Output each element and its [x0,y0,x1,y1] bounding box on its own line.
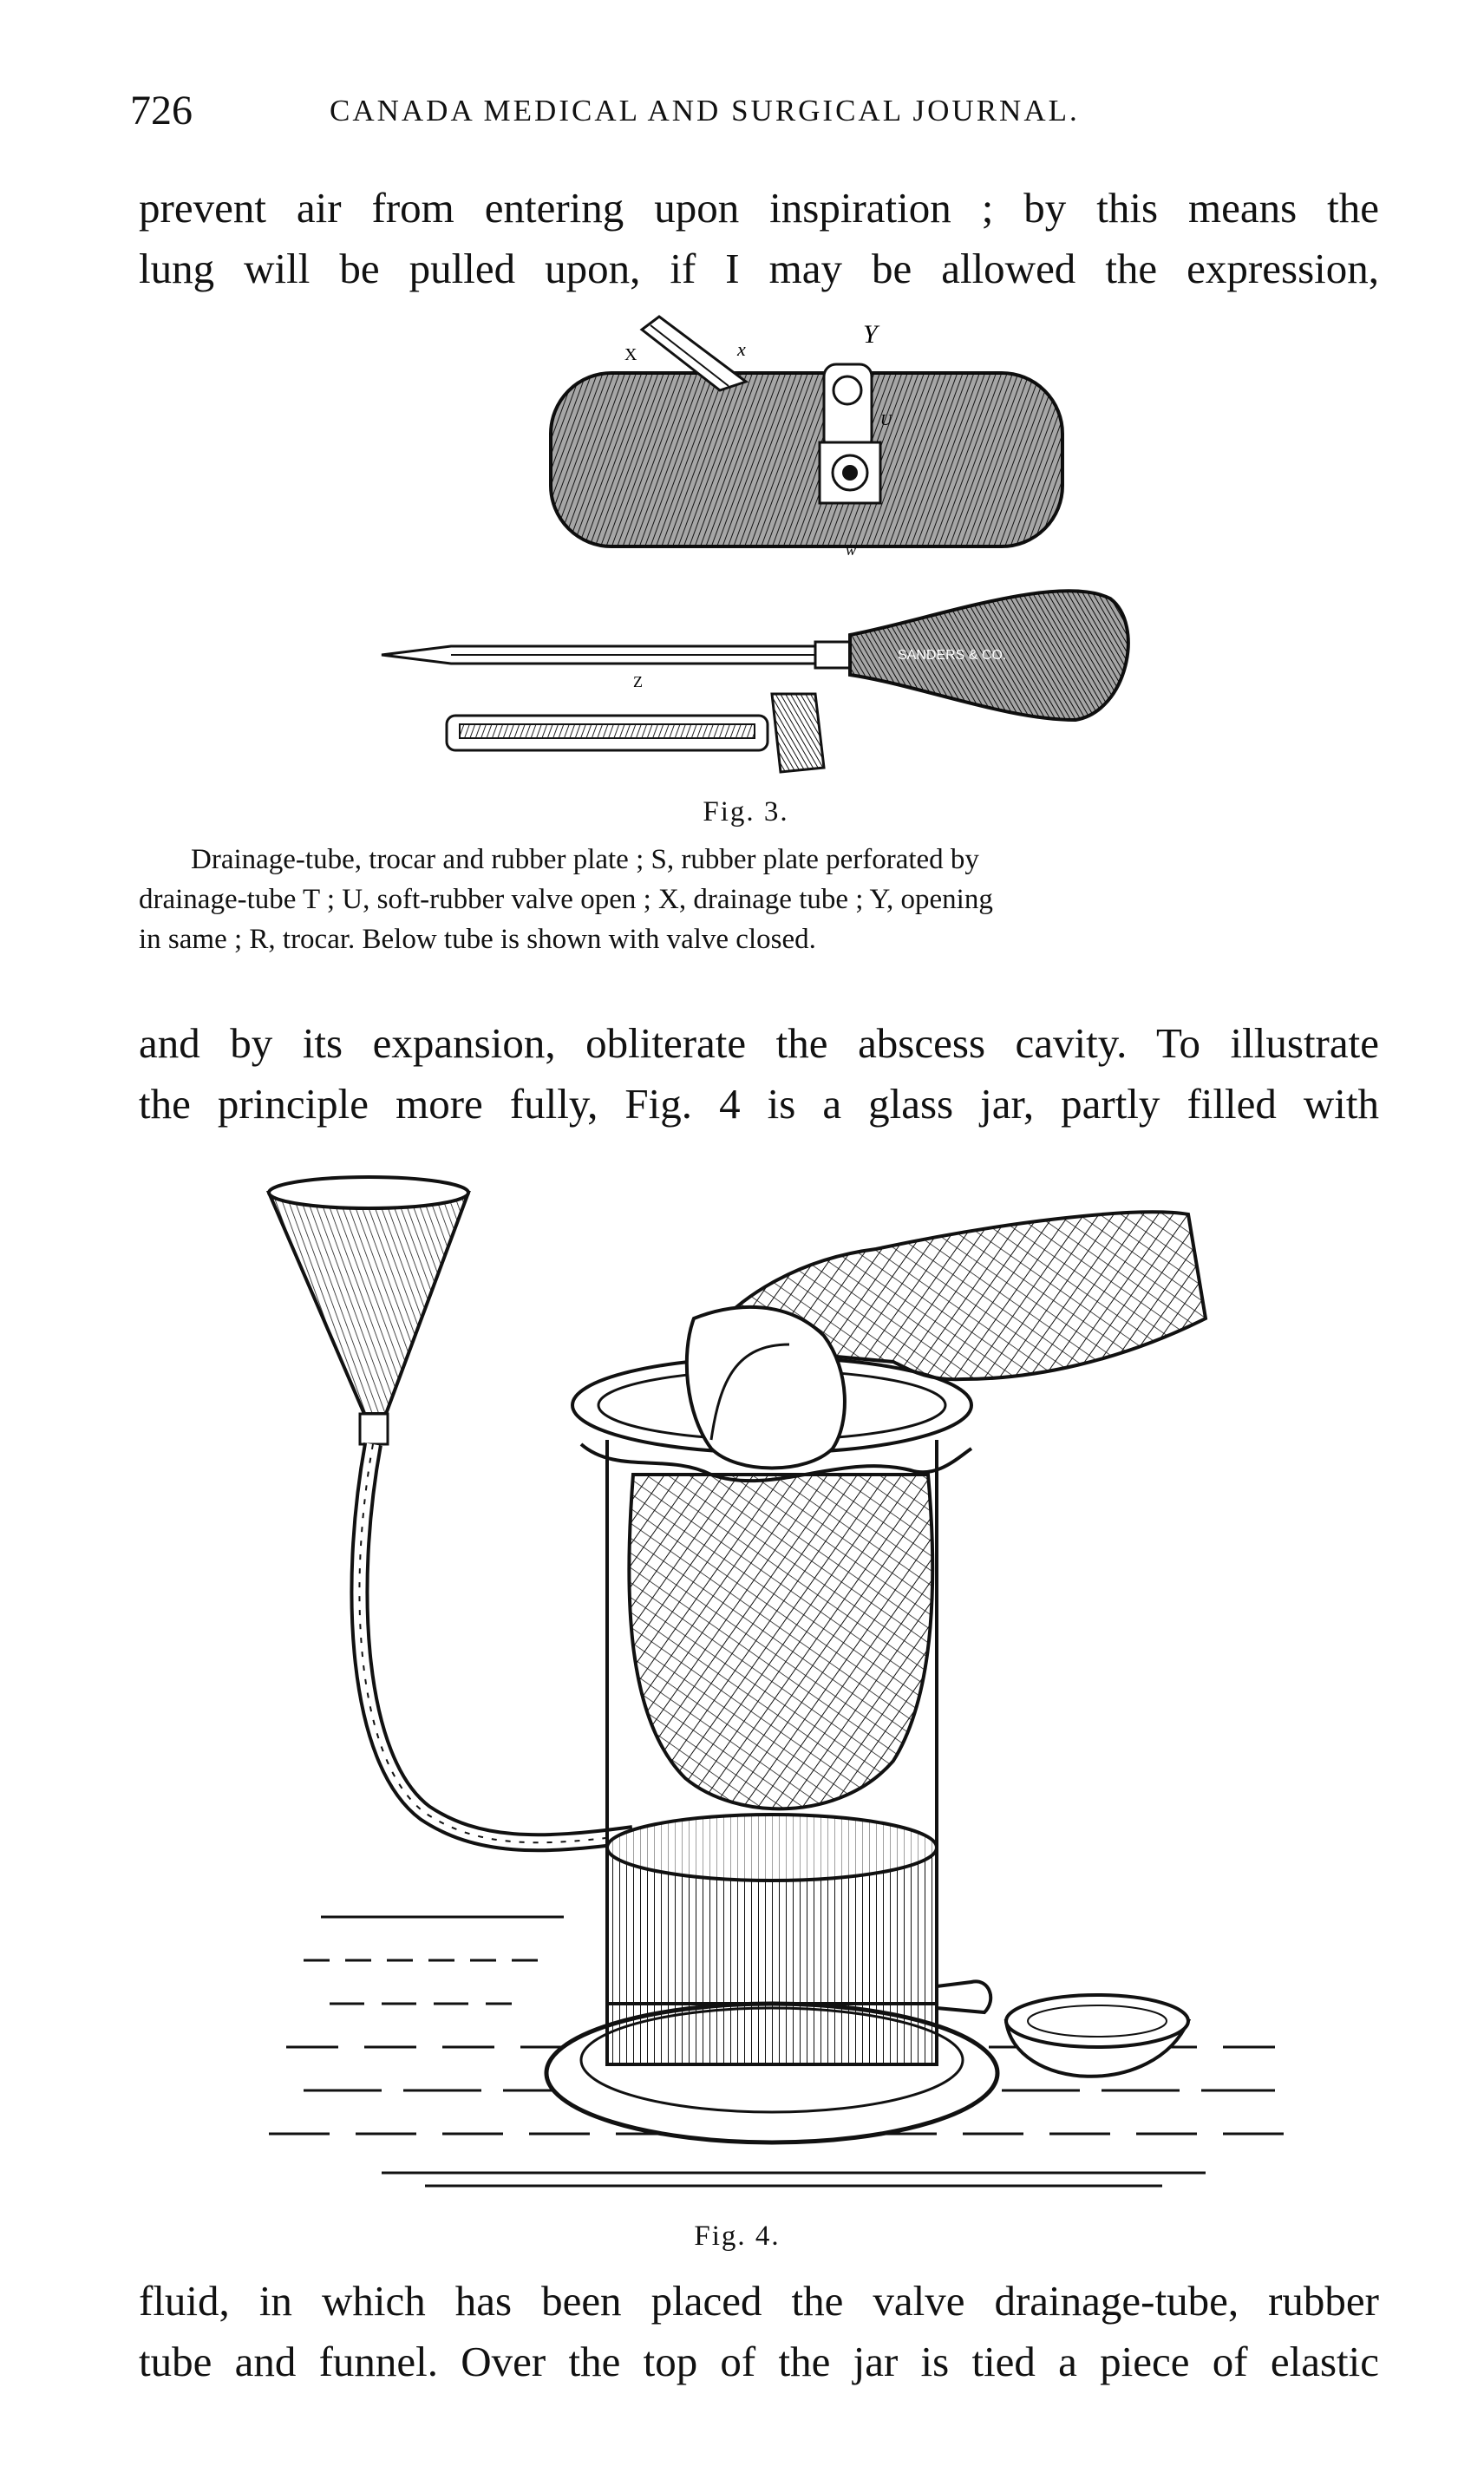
letter-z: Z [633,673,643,690]
paragraph-3 [139,2271,1379,2392]
page-header [130,87,1388,147]
text-line: prevent air from entering upon inspiration ; by this means the [139,184,1379,232]
text-line: and by its expansion, obliterate the abscess cavity. To illustrate [139,1019,1379,1067]
letter-x-lower: x [737,338,746,360]
jar-base [546,2004,997,2142]
page-number: 726 [130,88,193,134]
trocar [382,591,1128,720]
letter-w: w [846,541,857,559]
figure-3-illustration [364,312,1145,798]
text-line: the principle more fully, Fig. 4 is a glass jar, partly filled with [139,1080,1379,1128]
caption-line: drainage-tube T ; U, soft-rubber valve open ; X, drainage tube ; Y, opening [139,884,993,915]
figure-4-illustration [252,1154,1292,2212]
jar-spout [937,1981,990,2012]
rubber-plate [551,373,1062,546]
drainage-tube-closed-valve [447,694,824,772]
figure-3-label: Fig. 3. [703,796,789,827]
caption-line: in same ; R, trocar. Below tube is shown with valve closed. [139,924,816,955]
running-head: CANADA MEDICAL AND SURGICAL JOURNAL. [330,94,1080,128]
small-bowl [1006,1995,1188,2077]
caption-line: Drainage-tube, trocar and rubber plate ; S, rubber plate perforated by [191,844,979,875]
paragraph-2 [139,1013,1379,1135]
text-line: lung will be pulled upon, if I may be allowed the expression, [139,245,1379,292]
figure-4-label: Fig. 4. [694,2221,781,2252]
text-line: fluid, in which has been placed the valve drainage-tube, rubber [139,2277,1379,2325]
letter-u: U [880,411,892,428]
letter-x-upper: X [624,345,637,364]
valve-assembly [820,364,880,503]
letter-y: Y [863,320,878,349]
text-line: tube and funnel. Over the top of the jar is tied a piece of elastic [139,2338,1379,2385]
trocar-maker-mark: SANDERS & CO. [898,648,1007,663]
paragraph-1 [139,178,1379,299]
figure-3-caption [139,840,1379,959]
rubber-membrane [629,1475,932,1809]
funnel [269,1177,468,1444]
